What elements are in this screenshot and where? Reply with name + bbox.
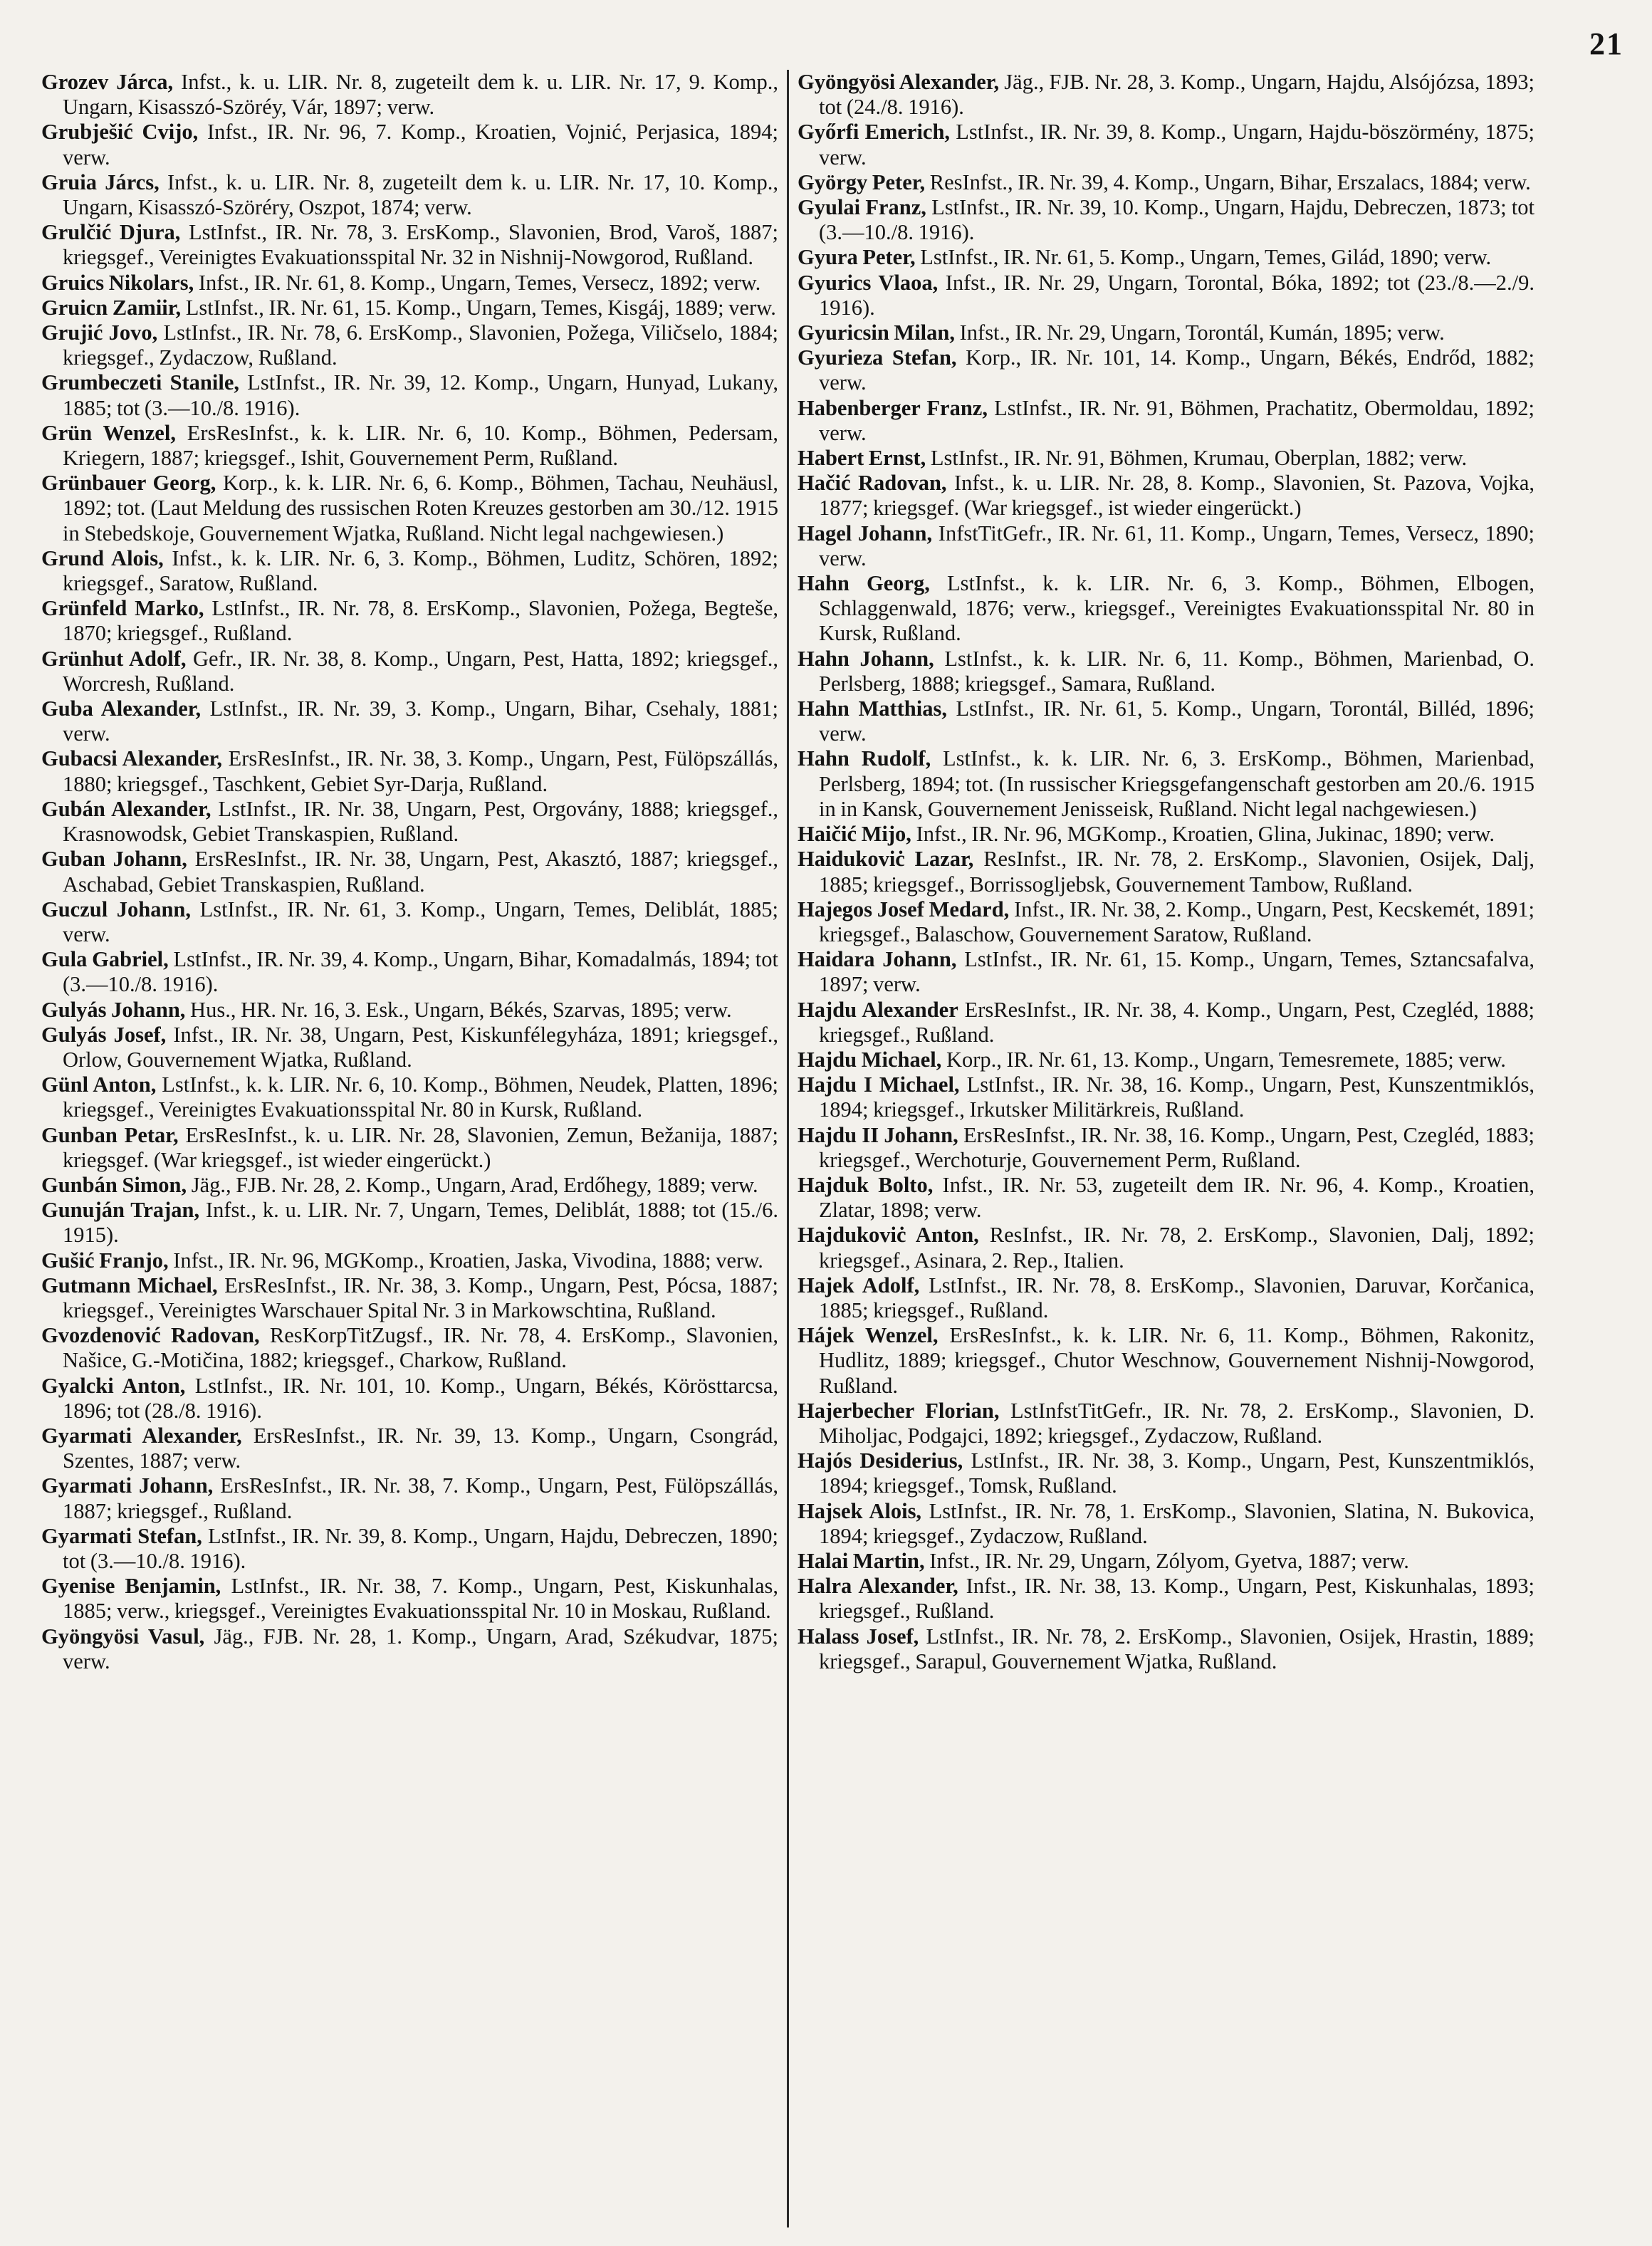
entry-name: Gyarmati Stefan, (41, 1523, 202, 1548)
entry-name: Grujić Jovo, (41, 320, 158, 345)
entry-details: ErsResInfst., IR. Nr. 38, 7. Komp., Ungarn, Pest, Fülöpszállás, 1887; kriegsgef., Rußland. (63, 1473, 778, 1523)
entry-name: Habert Ernst, (798, 446, 926, 471)
entry-details: Infst., IR. Nr. 61, 8. Komp., Ungarn, Temes, Versecz, 1892; verw. (198, 270, 761, 295)
entry-name: Gyulai Franz, (798, 195, 926, 220)
entry-name: Grumbeczeti Stanile, (41, 370, 240, 395)
entry-details: Infst., IR. Nr. 38, 13. Komp., Ungarn, Pest, Kiskunhalas, 1893; kriegsgef., Rußland. (819, 1574, 1535, 1624)
entry-name: Hahn Matthias, (798, 696, 947, 721)
entry-name: Hajdu Alexander (798, 997, 958, 1022)
list-entry (41, 746, 778, 796)
entry-name: Gunbán Simon, (41, 1172, 187, 1197)
list-entry (41, 70, 778, 120)
entry-details: LstInfst., IR. Nr. 61, 15. Komp., Ungarn, Temes, Kisgáj, 1889; verw. (185, 295, 776, 320)
list-entry (41, 1574, 778, 1624)
entry-name: Haidara Johann, (798, 947, 957, 972)
entry-name: Grund Alois, (41, 545, 164, 570)
entry-name: Gutmann Michael, (41, 1273, 218, 1297)
entry-name: Halass Josef, (798, 1624, 919, 1649)
entry-details: Infst., k. u. LIR. Nr. 8, zugeteilt dem k. u. LIR. Nr. 17, 9. Komp., Ungarn, Kisasszó-Szöréy, Vár, 1897; verw. (63, 70, 778, 120)
list-entry (798, 1323, 1535, 1399)
entry-details: LstInfst., IR. Nr. 78, 1. ErsKomp., Slavonien, Slatina, N. Bukovica, 1894; kriegsgef., Zydaczow, Rußland. (819, 1498, 1535, 1548)
entry-name: Gyurics Vlaoa, (798, 270, 939, 295)
entry-name: Hajdu II Johann, (798, 1122, 958, 1147)
list-entry (41, 1023, 778, 1072)
entry-details: LstInfst., IR. Nr. 39, 10. Komp., Ungarn, Hajdu, Debreczen, 1873; tot (3.—10./8. 1916). (819, 195, 1535, 245)
entry-details: Korp., IR. Nr. 61, 13. Komp., Ungarn, Temesremete, 1885; verw. (946, 1047, 1506, 1072)
entry-name: Hajerbecher Florian, (798, 1398, 1000, 1423)
entry-details: ResInfst., IR. Nr. 78, 2. ErsKomp., Slavonien, Osijek, Dalj, 1885; kriegsgef., Borrissogljebsk, Gouvernement Tambow, Rußland. (819, 847, 1535, 897)
entry-name: Hagel Johann, (798, 521, 933, 545)
entry-details: ErsResInfst., IR. Nr. 38, 16. Komp., Ungarn, Pest, Czegléd, 1883; kriegsgef., Werchoturje, Gouvernement Perm, Rußland. (819, 1122, 1535, 1172)
entry-details: LstInfst., IR. Nr. 38, 3. Komp., Ungarn, Pest, Kunszentmiklós, 1894; kriegsgef., Tomsk, Rußland. (819, 1448, 1535, 1498)
list-entry (798, 897, 1535, 947)
entry-details: Infst., IR. Nr. 53, zugeteilt dem IR. Nr. 96, 4. Komp., Kroatien, Zlatar, 1898; verw. (819, 1172, 1535, 1223)
list-entry (41, 847, 778, 897)
list-entry (798, 847, 1535, 897)
entry-details: LstInfst., IR. Nr. 39, 8. Komp., Ungarn, Hajdu-böszörmény, 1875; verw. (819, 120, 1535, 169)
list-entry (798, 822, 1535, 847)
list-entry (41, 170, 778, 220)
list-entry (41, 1123, 778, 1173)
entry-details: LstInfst., IR. Nr. 38, Ungarn, Pest, Orgovány, 1888; kriegsgef., Krasnowodsk, Gebiet Transkaspien, Rußland. (63, 796, 778, 847)
list-entry (41, 696, 778, 746)
list-entry (41, 647, 778, 696)
list-entry (41, 998, 778, 1023)
entry-details: LstInfst., k. k. LIR. Nr. 6, 3. ErsKomp., Böhmen, Marienbad, Perlsberg, 1894; tot. (In russischer Kriegsgefangenschaft gestorben am 20./6. 1915 in in Kansk, Gouvernement Jenisseisk, Rußland. Nicht legal nachgewiesen.) (819, 746, 1535, 821)
list-entry (798, 647, 1535, 696)
entry-details: LstInfst., IR. Nr. 39, 4. Komp., Ungarn, Bihar, Komadalmás, 1894; tot (3.—10./8. 1916). (63, 947, 778, 997)
list-entry (41, 1624, 778, 1674)
column-divider (787, 70, 789, 2227)
list-entry (41, 370, 778, 420)
entry-details: LstInfst., IR. Nr. 38, 16. Komp., Ungarn, Pest, Kunszentmiklós, 1894; kriegsgef., Irkutsker Militärkreis, Rußland. (819, 1072, 1535, 1122)
entry-name: Gyarmati Johann, (41, 1473, 214, 1498)
list-entry (798, 1574, 1535, 1624)
entry-name: Hahn Georg, (798, 571, 930, 596)
entry-name: Guba Alexander, (41, 696, 202, 721)
list-entry (41, 1173, 778, 1198)
entry-details: LstInfst., IR. Nr. 38, 7. Komp., Ungarn, Pest, Kiskunhalas, 1885; verw., kriegsgef., Vereinigtes Evakuationsspital Nr. 10 in Moskau, Rußland. (63, 1574, 778, 1624)
list-entry (41, 1473, 778, 1523)
list-entry (41, 320, 778, 370)
entry-name: Hahn Rudolf, (798, 746, 931, 771)
entry-details: ErsResInfst., k. k. LIR. Nr. 6, 10. Komp., Böhmen, Pedersam, Kriegern, 1887; kriegsgef., Ishit, Gouvernement Perm, Rußland. (63, 420, 778, 471)
list-entry (798, 471, 1535, 521)
entry-details: Jäg., FJB. Nr. 28, 3. Komp., Ungarn, Hajdu, Alsójózsa, 1893; tot (24./8. 1916). (819, 70, 1535, 120)
entry-name: Hajdukoviċ Anton, (798, 1223, 979, 1248)
entry-details: LstInfst., IR. Nr. 91, Böhmen, Prachatitz, Obermoldau, 1892; verw. (819, 395, 1535, 445)
list-entry (798, 245, 1535, 270)
entry-details: Infst., IR. Nr. 38, 2. Komp., Ungarn, Pest, Kecskemét, 1891; kriegsgef., Balaschow, Gouvernement Saratow, Rußland. (819, 897, 1535, 946)
list-entry (798, 1624, 1535, 1674)
entry-details: Korp., IR. Nr. 101, 14. Komp., Ungarn, Békés, Endrőd, 1882; verw. (819, 345, 1535, 395)
entry-name: Győrfi Emerich, (798, 120, 951, 145)
entry-details: Infst., IR. Nr. 29, Ungarn, Torontál, Kumán, 1895; verw. (959, 320, 1445, 345)
entry-name: Haičić Mijo, (798, 822, 911, 847)
entry-name: Gyuricsin Milan, (798, 320, 955, 345)
list-entry (798, 70, 1535, 120)
entry-name: Hajós Desiderius, (798, 1448, 963, 1473)
entry-details: ErsResInfst., IR. Nr. 39, 13. Komp., Ungarn, Csongrád, Szentes, 1887; verw. (63, 1423, 778, 1473)
entry-name: Gyurieza Stefan, (798, 345, 957, 370)
entry-name: Gubacsi Alexander, (41, 746, 223, 771)
entry-name: Hajduk Bolto, (798, 1172, 934, 1197)
list-entry (798, 571, 1535, 647)
entry-details: ResInfst., IR. Nr. 39, 4. Komp., Ungarn, Bihar, Erszalacs, 1884; verw. (929, 169, 1531, 194)
entry-details: ErsResInfst., IR. Nr. 38, 4. Komp., Ungarn, Pest, Czegléd, 1888; kriegsgef., Rußland. (819, 997, 1535, 1047)
entry-details: Infst., k. u. LIR. Nr. 28, 8. Komp., Slavonien, St. Pazova, Vojka, 1877; kriegsgef. (War kriegsgef., ist wieder eingerückt.) (819, 471, 1535, 521)
list-entry (41, 546, 778, 596)
entry-name: Gyarmati Alexander, (41, 1423, 242, 1448)
list-entry (798, 396, 1535, 446)
entry-details: Jäg., FJB. Nr. 28, 2. Komp., Ungarn, Arad, Erdőhegy, 1889; verw. (191, 1172, 758, 1197)
list-entry (41, 1424, 778, 1473)
entry-name: Hajegos Josef Medard, (798, 897, 1010, 921)
entry-name: Günl Anton, (41, 1072, 157, 1097)
list-entry (798, 1123, 1535, 1173)
list-entry (798, 195, 1535, 245)
entry-details: LstInfst., k. k. LIR. Nr. 6, 11. Komp., Böhmen, Marienbad, O. Perlsberg, 1888; kriegsgef., Samara, Rußland. (819, 646, 1535, 696)
list-entry (798, 521, 1535, 571)
list-entry (41, 1198, 778, 1248)
list-entry (41, 1374, 778, 1424)
entry-details: LstInfst., IR. Nr. 61, 5. Komp., Ungarn, Temes, Gilád, 1890; verw. (920, 245, 1492, 270)
list-entry (798, 320, 1535, 345)
entry-details: ErsResInfst., IR. Nr. 38, 3. Komp., Ungarn, Pest, Fülöpszállás, 1880; kriegsgef., Taschkent, Gebiet Syr-Darja, Rußland. (63, 746, 778, 796)
list-entry (41, 471, 778, 546)
entry-name: Hahn Johann, (798, 646, 934, 671)
entry-details: ErsResInfst., k. k. LIR. Nr. 6, 11. Komp., Böhmen, Rakonitz, Hudlitz, 1889; kriegsgef., Chutor Weschnow, Gouvernement Nishnij-Nowgorod, Rußland. (819, 1323, 1535, 1398)
entry-name: Guban Johann, (41, 847, 187, 872)
list-entry (41, 797, 778, 847)
entry-details: Infst., k. u. LIR. Nr. 7, Ungarn, Temes, Deliblát, 1888; tot (15./6. 1915). (63, 1198, 778, 1248)
list-entry (798, 1499, 1535, 1549)
entry-name: Gušić Franjo, (41, 1248, 169, 1273)
list-entry (41, 1273, 778, 1323)
entry-details: LstInfst., IR. Nr. 39, 3. Komp., Ungarn, Bihar, Csehaly, 1881; verw. (63, 696, 778, 746)
entry-details: LstInfst., IR. Nr. 78, 8. ErsKomp., Slavonien, Požega, Begteše, 1870; kriegsgef., Rußland. (63, 596, 778, 646)
entry-details: LstInfst., IR. Nr. 61, 3. Komp., Ungarn, Temes, Deliblát, 1885; verw. (63, 897, 778, 946)
entry-details: LstInfst., IR. Nr. 78, 8. ErsKomp., Slavonien, Daruvar, Korčanica, 1885; kriegsgef., Rußland. (819, 1273, 1535, 1322)
entry-details: Infst., IR. Nr. 29, Ungarn, Zólyom, Gyetva, 1887; verw. (929, 1548, 1409, 1573)
list-entry (798, 1173, 1535, 1223)
list-entry (41, 271, 778, 296)
list-entry (41, 1248, 778, 1273)
entry-name: Gunban Petar, (41, 1122, 179, 1147)
list-entry (798, 947, 1535, 997)
list-entry (798, 1399, 1535, 1448)
entry-name: Gyöngyösi Vasul, (41, 1624, 205, 1649)
entry-details: Infst., k. k. LIR. Nr. 6, 3. Komp., Böhmen, Luditz, Schören, 1892; kriegsgef., Saratow, Rußland. (63, 545, 778, 596)
columns (41, 70, 1622, 2227)
entry-name: Grün Wenzel, (41, 420, 176, 445)
entry-name: Gruicn Zamiir, (41, 295, 182, 320)
list-entry (798, 120, 1535, 169)
list-entry (41, 947, 778, 997)
list-entry (798, 271, 1535, 320)
entry-name: Hajdu I Michael, (798, 1072, 960, 1097)
list-entry (41, 1072, 778, 1122)
entry-name: Halai Martin, (798, 1548, 925, 1573)
entry-details: ErsResInfst., k. u. LIR. Nr. 28, Slavonien, Zemun, Bežanija, 1887; kriegsgef. (War kriegsgef., ist wieder eingerückt.) (63, 1122, 778, 1172)
entry-details: LstInfst., IR. Nr. 78, 2. ErsKomp., Slavonien, Osijek, Hrastin, 1889; kriegsgef., Sarapul, Gouvernement Wjatka, Rußland. (819, 1624, 1535, 1673)
entry-name: Gula Gabriel, (41, 947, 169, 972)
entry-details: Infst., IR. Nr. 29, Ungarn, Torontal, Bóka, 1892; tot (23./8.—2./9. 1916). (819, 270, 1535, 320)
right-column (798, 70, 1535, 2227)
entry-name: Hačić Radovan, (798, 471, 947, 496)
entry-details: LstInfstTitGefr., IR. Nr. 78, 2. ErsKomp., Slavonien, D. Miholjac, Podgajci, 1892; kriegsgef., Zydaczow, Rußland. (819, 1398, 1535, 1448)
entry-name: Hajek Adolf, (798, 1273, 920, 1297)
entry-name: Grozev Járca, (41, 70, 174, 94)
entry-details: Infst., IR. Nr. 96, MGKomp., Kroatien, Glina, Jukinac, 1890; verw. (916, 822, 1495, 847)
entry-name: Gyalcki Anton, (41, 1373, 186, 1398)
entry-details: ErsResInfst., IR. Nr. 38, 3. Komp., Ungarn, Pest, Pócsa, 1887; kriegsgef., Vereinigtes Warschauer Spital Nr. 3 in Markowschtina, Rußland. (63, 1273, 778, 1322)
list-entry (798, 1549, 1535, 1574)
entry-details: Infst., IR. Nr. 38, Ungarn, Pest, Kiskunfélegyháza, 1891; kriegsgef., Orlow, Gouvernement Wjatka, Rußland. (63, 1022, 778, 1072)
entry-name: Gyöngyösi Alexander, (798, 70, 1000, 94)
entry-name: Gvozdenović Radovan, (41, 1323, 260, 1348)
entry-name: Gruics Nikolars, (41, 270, 194, 295)
entry-name: Grubješić Cvijo, (41, 120, 199, 145)
entry-name: Grünfeld Marko, (41, 596, 204, 621)
entry-details: InfstTitGefr., IR. Nr. 61, 11. Komp., Ungarn, Temes, Versecz, 1890; verw. (819, 521, 1535, 570)
list-entry (798, 998, 1535, 1048)
entry-details: LstInfst., IR. Nr. 61, 15. Komp., Ungarn, Temes, Sztancsafalva, 1897; verw. (819, 947, 1535, 997)
list-entry (798, 1448, 1535, 1498)
entry-name: Gulyás Johann, (41, 997, 186, 1022)
entry-name: Habenberger Franz, (798, 395, 988, 420)
entry-name: Gyura Peter, (798, 245, 916, 270)
entry-details: LstInfst., IR. Nr. 91, Böhmen, Krumau, Oberplan, 1882; verw. (930, 446, 1468, 471)
list-entry (798, 170, 1535, 195)
entry-details: Infst., IR. Nr. 96, MGKomp., Kroatien, Jaska, Vivodina, 1888; verw. (173, 1248, 763, 1273)
entry-details: ErsResInfst., IR. Nr. 38, Ungarn, Pest, Akasztó, 1887; kriegsgef., Aschabad, Gebiet Transkaspien, Rußland. (63, 847, 778, 897)
entry-details: Gefr., IR. Nr. 38, 8. Komp., Ungarn, Pest, Hatta, 1892; kriegsgef., Worcresh, Rußland. (63, 646, 778, 696)
list-entry (41, 596, 778, 646)
entry-name: Haidukoviċ Lazar, (798, 847, 974, 872)
entry-name: Hajsek Alois, (798, 1498, 922, 1523)
entry-details: ResKorpTitZugsf., IR. Nr. 78, 4. ErsKomp., Slavonien, Našice, G.-Motičina, 1882; kriegsgef., Charkow, Rußland. (63, 1323, 778, 1373)
entry-details: Infst., k. u. LIR. Nr. 8, zugeteilt dem k. u. LIR. Nr. 17, 10. Komp., Ungarn, Kisasszó-Szöréry, Oszpot, 1874; verw. (63, 169, 778, 220)
list-entry (41, 421, 778, 471)
entry-details: LstInfst., IR. Nr. 61, 5. Komp., Ungarn, Torontál, Billéd, 1896; verw. (819, 696, 1535, 746)
entry-details: LstInfst., IR. Nr. 39, 8. Komp., Ungarn, Hajdu, Debreczen, 1890; tot (3.—10./8. 1916). (63, 1523, 778, 1573)
entry-name: Halra Alexander, (798, 1574, 958, 1599)
entry-name: Gubán Alexander, (41, 796, 211, 821)
entry-details: Korp., k. k. LIR. Nr. 6, 6. Komp., Böhmen, Tachau, Neuhäusl, 1892; tot. (Laut Meldung des russischen Roten Kreuzes gestorben am 30./12. 1915 in Stebedskoje, Gouvernement Wjatka, Rußland. Nicht legal nachgewiesen.) (63, 471, 778, 545)
list-entry (41, 1323, 778, 1373)
list-entry (798, 746, 1535, 822)
list-entry (41, 220, 778, 270)
page-number: 21 (1589, 26, 1624, 61)
list-entry (798, 1072, 1535, 1122)
entry-details: LstInfst., IR. Nr. 39, 12. Komp., Ungarn, Hunyad, Lukany, 1885; tot (3.—10./8. 1916). (63, 370, 778, 420)
entry-name: Grünbauer Georg, (41, 471, 216, 496)
entry-details: LstInfst., IR. Nr. 101, 10. Komp., Ungarn, Békés, Körösttarcsa, 1896; tot (28./8. 1916). (63, 1373, 778, 1423)
list-entry (41, 1524, 778, 1574)
entry-name: Hájek Wenzel, (798, 1323, 939, 1348)
list-entry (798, 345, 1535, 395)
entry-name: Guczul Johann, (41, 897, 192, 921)
list-entry (798, 446, 1535, 471)
entry-details: Jäg., FJB. Nr. 28, 1. Komp., Ungarn, Arad, Székudvar, 1875; verw. (63, 1624, 778, 1673)
entry-details: LstInfst., k. k. LIR. Nr. 6, 3. Komp., Böhmen, Elbogen, Schlaggenwald, 1876; verw., kriegsgef., Vereinigtes Evakuationsspital Nr. 80 in Kursk, Rußland. (819, 571, 1535, 646)
list-entry (798, 1223, 1535, 1273)
entry-details: Hus., HR. Nr. 16, 3. Esk., Ungarn, Békés, Szarvas, 1895; verw. (190, 997, 732, 1022)
entry-details: LstInfst., IR. Nr. 78, 6. ErsKomp., Slavonien, Požega, Viličselo, 1884; kriegsgef., Zydaczow, Rußland. (63, 320, 778, 370)
entry-name: Gyenise Benjamin, (41, 1574, 221, 1599)
entry-name: Grulčić Djura, (41, 220, 181, 245)
entry-name: Gruia Járcs, (41, 169, 160, 194)
entry-name: Gulyás Josef, (41, 1022, 167, 1047)
list-entry (798, 1048, 1535, 1072)
list-entry (41, 296, 778, 320)
entry-name: Hajdu Michael, (798, 1047, 942, 1072)
entry-details: LstInfst., IR. Nr. 78, 3. ErsKomp., Slavonien, Brod, Varoš, 1887; kriegsgef., Vereinigtes Evakuationsspital Nr. 32 in Nishnij-Nowgorod, Rußland. (63, 220, 778, 270)
list-entry (798, 1273, 1535, 1323)
list-entry (41, 897, 778, 947)
entry-name: Gunuján Trajan, (41, 1198, 200, 1223)
list-entry (798, 696, 1535, 746)
entry-details: LstInfst., k. k. LIR. Nr. 6, 10. Komp., Böhmen, Neudek, Platten, 1896; kriegsgef., Vereinigtes Evakuationsspital Nr. 80 in Kursk, Rußland. (63, 1072, 778, 1122)
list-entry (41, 120, 778, 169)
entry-details: ResInfst., IR. Nr. 78, 2. ErsKomp., Slavonien, Dalj, 1892; kriegsgef., Asinara, 2. Rep., Italien. (819, 1223, 1535, 1273)
left-column (41, 70, 778, 2227)
entry-details: Infst., IR. Nr. 96, 7. Komp., Kroatien, Vojnić, Perjasica, 1894; verw. (63, 120, 778, 169)
entry-name: György Peter, (798, 169, 926, 194)
entry-name: Grünhut Adolf, (41, 646, 187, 671)
